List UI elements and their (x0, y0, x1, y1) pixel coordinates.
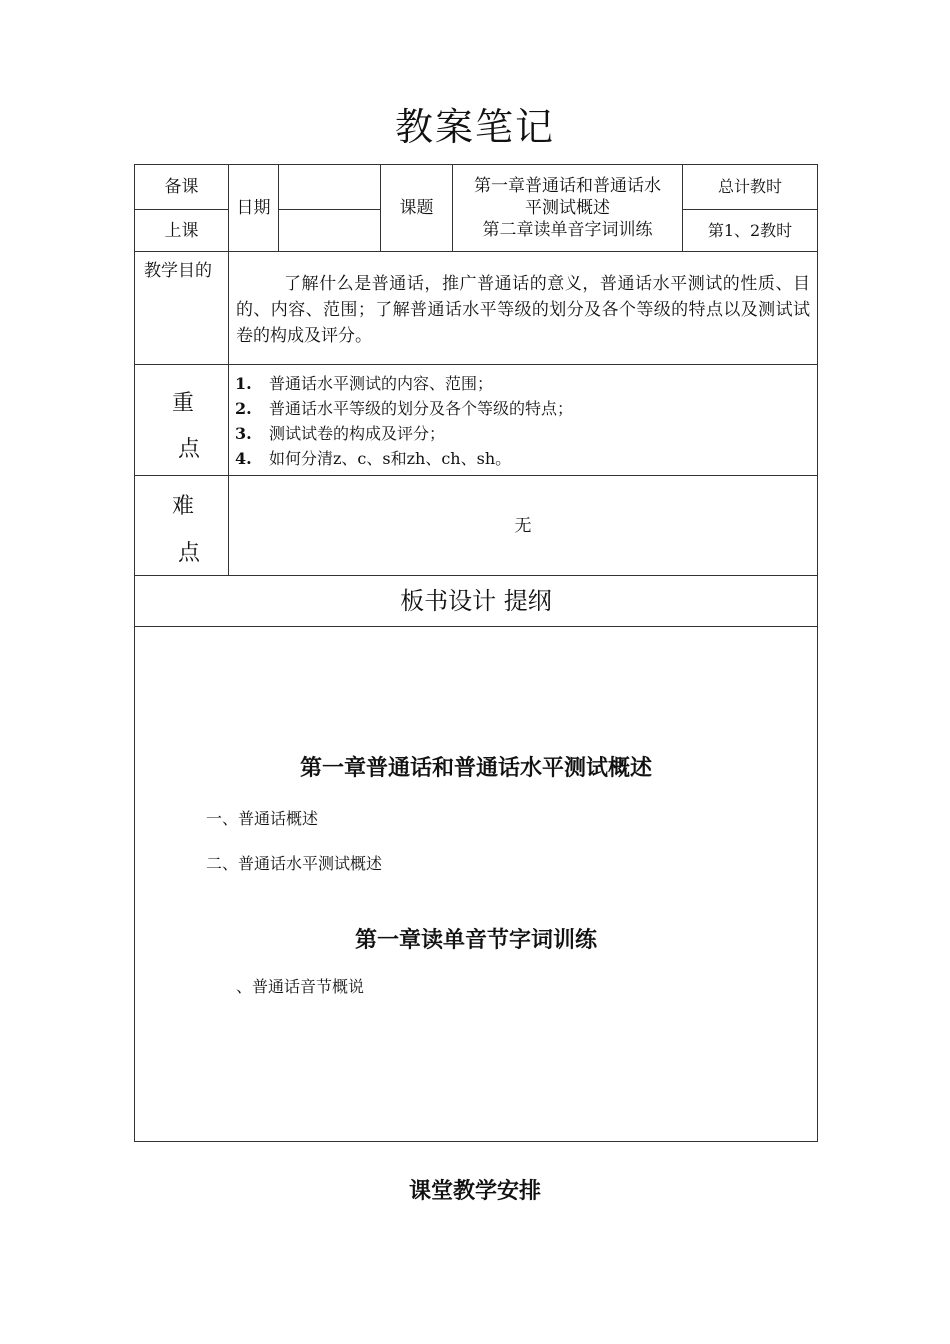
topic-line-2: 平测试概述 (525, 198, 610, 218)
prep-label: 备课 (164, 177, 199, 197)
list-item: 2. 普通话水平等级的划分及各个等级的特点； (235, 399, 574, 418)
chapter1-title: 第一章普通话和普通话水平测试概述 (299, 756, 652, 781)
hours-value: 第1、2教时 (707, 220, 793, 240)
objective-text: 了解什么是普通话，推广普通话的意义，普通话水平测试的性质、目的、内容、范围；了解普通话水平等级的划分及各个等级的特点以及测试试卷的构成及评分。 (236, 274, 810, 346)
chapter1-item-1: 一、普通话概述 (206, 809, 319, 828)
table-border-right (817, 164, 818, 1142)
list-item: 1. 普通话水平测试的内容、范围； (235, 374, 494, 393)
page-title: 教案笔记 (394, 105, 555, 149)
difficulties-label-2: 点 (178, 541, 201, 566)
list-item: 3. 测试试卷的构成及评分； (235, 424, 446, 443)
table-border-left (134, 164, 135, 1142)
table-divider (134, 364, 818, 365)
class-label: 上课 (164, 220, 199, 241)
chapter2-title: 第一章读单音节字词训练 (354, 928, 597, 953)
footer-heading: 课堂教学安排 (408, 1179, 541, 1204)
key-points-label-2: 点 (178, 437, 201, 462)
difficulties-label-1: 难 (172, 494, 195, 519)
class-date-value (279, 210, 380, 251)
topic-label: 课题 (399, 198, 434, 218)
table-divider (134, 626, 818, 627)
total-hours-label: 总计教时 (717, 177, 782, 196)
table-divider (134, 251, 818, 252)
key-points-label-1: 重 (172, 391, 195, 416)
chapter2-item-1: 、普通话音节概说 (236, 977, 365, 996)
table-border-bottom (134, 1141, 818, 1142)
objective-label: 教学目的 (144, 261, 212, 281)
prep-date-value (279, 165, 380, 209)
topic-value (453, 165, 682, 251)
board-heading: 板书设计 提纲 (400, 587, 552, 615)
topic-line-1: 第一章普通话和普通话水 (474, 176, 661, 196)
difficulties-value: 无 (514, 515, 532, 536)
chapter1-item-2: 二、普通话水平测试概述 (206, 854, 383, 873)
date-label: 日期 (236, 198, 271, 218)
list-item: 4. 如何分清z、c、s和zh、ch、sh。 (235, 449, 512, 468)
key-points-list (235, 371, 810, 471)
topic-line-3: 第二章读单音字词训练 (482, 220, 653, 240)
